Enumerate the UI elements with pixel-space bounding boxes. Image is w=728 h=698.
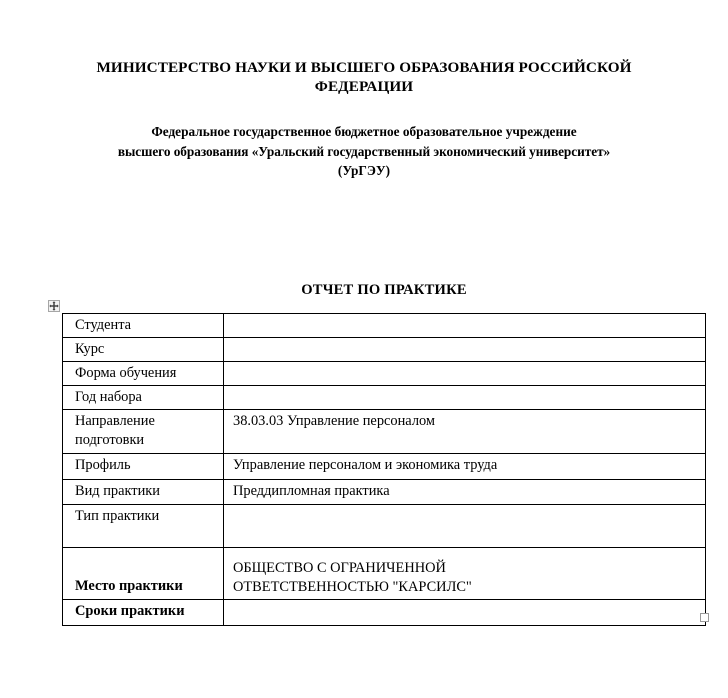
table-row	[63, 386, 706, 410]
table-move-handle[interactable]	[48, 300, 60, 312]
value-text: 38.03.03 Управление персоналом	[233, 413, 436, 429]
row-value-profile[interactable]	[224, 454, 706, 480]
row-label-practice-place	[63, 548, 224, 600]
row-label-practice-type	[63, 505, 224, 548]
label-text: Форма обучения	[75, 365, 177, 381]
value-text-line-1: ОБЩЕСТВО С ОГРАНИЧЕННОЙ	[233, 560, 446, 576]
report-title: ОТЧЕТ ПО ПРАКТИКЕ	[301, 282, 467, 298]
table-resize-handle[interactable]	[700, 613, 709, 622]
row-label-student	[63, 314, 224, 338]
label-text: Студента	[75, 317, 132, 333]
row-value-program[interactable]	[224, 410, 706, 454]
row-label-course	[63, 338, 224, 362]
university-line-1: Федеральное государственное бюджетное образовательное учреждение	[151, 124, 577, 139]
value-text: Управление персоналом и экономика труда	[233, 457, 498, 473]
label-text: Место практики	[75, 577, 183, 594]
row-value-enrollment-year[interactable]	[224, 386, 706, 410]
university-abbreviation: (УрГЭУ)	[337, 163, 391, 178]
row-label-program	[63, 410, 224, 454]
row-label-profile	[63, 454, 224, 480]
practice-info-table	[62, 313, 706, 626]
table-row	[63, 314, 706, 338]
university-name-block	[62, 96, 666, 181]
row-value-study-form[interactable]	[224, 362, 706, 386]
table-row	[63, 410, 706, 454]
table-row	[63, 600, 706, 626]
row-label-enrollment-year	[63, 386, 224, 410]
label-text: Тип практики	[75, 508, 160, 524]
row-value-practice-dates[interactable]	[224, 600, 706, 626]
value-text-line-2: ОТВЕТСТВЕННОСТЬЮ "КАРСИЛС"	[233, 578, 472, 595]
row-value-practice-type[interactable]	[224, 505, 706, 548]
label-text: Год набора	[75, 389, 142, 405]
label-text: Направление подготовки	[75, 413, 155, 448]
table-row	[63, 548, 706, 600]
table-row	[63, 454, 706, 480]
row-label-practice-dates	[63, 600, 224, 626]
row-label-study-form	[63, 362, 224, 386]
row-value-course[interactable]	[224, 338, 706, 362]
table-row	[63, 505, 706, 548]
row-value-student[interactable]	[224, 314, 706, 338]
label-text: Вид практики	[75, 483, 160, 499]
table-row	[63, 480, 706, 505]
table-row	[63, 362, 706, 386]
label-text: Сроки практики	[75, 603, 185, 619]
document-header	[62, 58, 666, 181]
table-body	[63, 314, 706, 626]
row-value-practice-kind[interactable]	[224, 480, 706, 505]
table-row	[63, 338, 706, 362]
value-text: Преддипломная практика	[233, 483, 390, 499]
university-line-2: высшего образования «Уральский государственный экономический университет»	[117, 143, 611, 159]
row-label-practice-kind	[63, 480, 224, 505]
ministry-title: МИНИСТЕРСТВО НАУКИ И ВЫСШЕГО ОБРАЗОВАНИЯ РОССИЙСКОЙ ФЕДЕРАЦИИ	[96, 59, 632, 95]
row-value-practice-place[interactable]	[224, 548, 706, 600]
label-text: Профиль	[75, 457, 131, 473]
label-text: Курс	[75, 341, 105, 357]
